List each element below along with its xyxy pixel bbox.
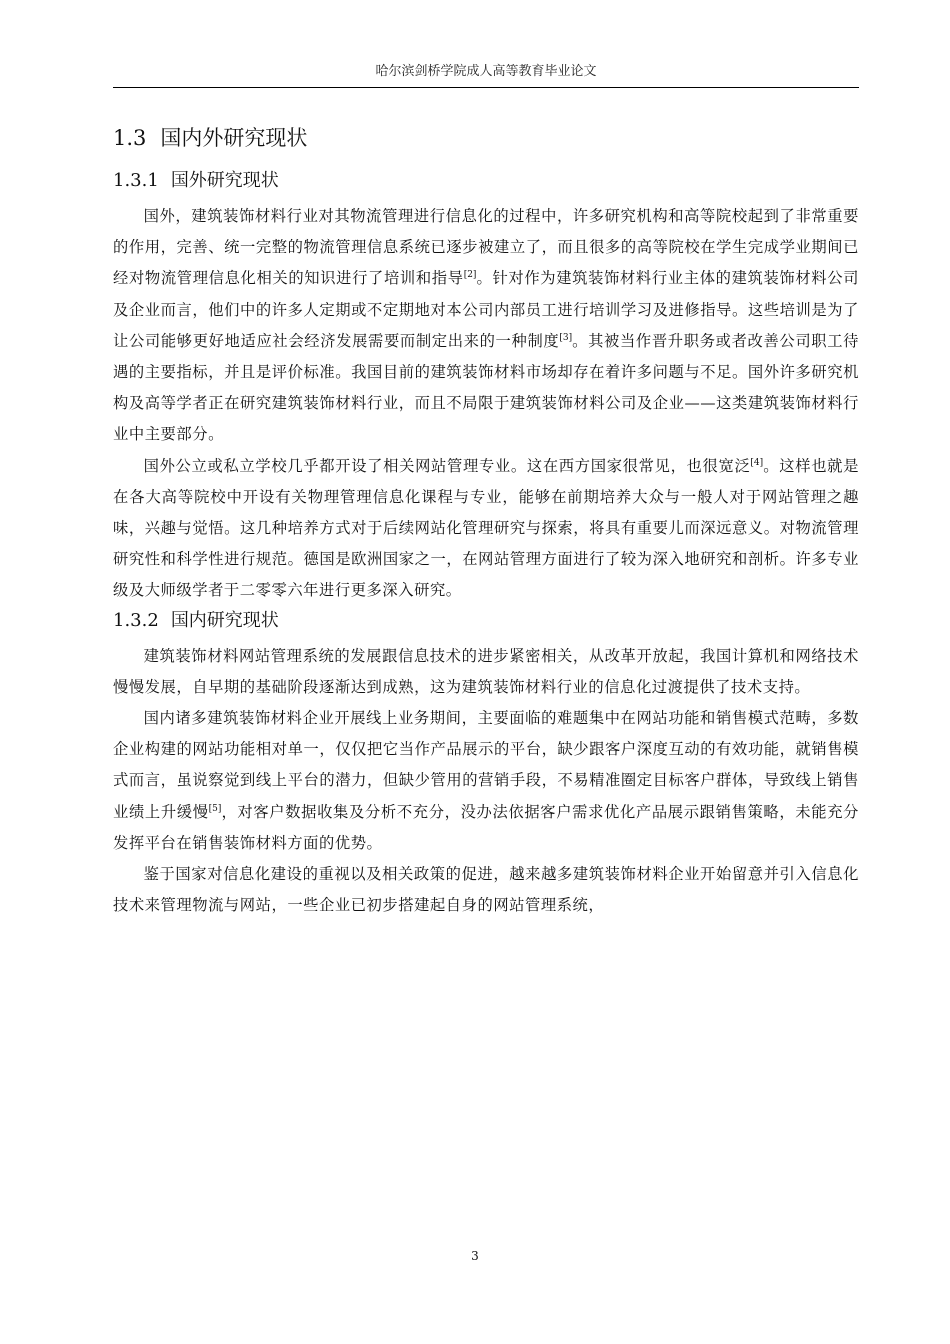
paragraph-text: 。其被当作晋升职务或者改善公司职工待遇的主要指标，并且是评价标准。我国目前的建筑装饰材料市场却存在着许多问题与不足。国外许多研究机构及高等学者正在研究建筑装饰材料行业，而且不局限于建筑装饰材料公司及企业——这类建筑装饰材料行业中主要部分。 bbox=[113, 331, 859, 444]
paragraph-text: ，对客户数据收集及分析不充分，没办法依据客户需求优化产品展示跟销售策略，未能充分发挥平台在销售装饰材料方面的优势。 bbox=[113, 802, 859, 852]
paragraph-domestic-2 bbox=[113, 703, 859, 859]
subsection-number: 1.3.2 bbox=[113, 609, 159, 631]
citation-ref: [3] bbox=[559, 332, 573, 343]
running-header: 哈尔滨剑桥学院成人高等教育毕业论文 bbox=[375, 64, 597, 79]
paragraph-text: 。这样也就是在各大高等院校中开设有关物理管理信息化课程与专业，能够在前期培养大众与一般人对于网站管理之趣味，兴趣与觉悟。这几种培养方式对于后续网站化管理研究与探索，将具有重要儿而深远意义。对物流管理研究性和科学性进行规范。德国是欧洲国家之一，在网站管理方面进行了较为深入地研究和剖析。许多专业级及大师级学者于二零零六年进行更多深入研究。 bbox=[113, 456, 859, 600]
section-title: 国内外研究现状 bbox=[160, 126, 308, 150]
subsection-heading-domestic bbox=[113, 607, 859, 635]
paragraph-domestic-1: 建筑装饰材料网站管理系统的发展跟信息技术的进步紧密相关，从改革开放起，我国计算机和网络技术慢慢发展，自早期的基础阶段逐渐达到成熟，这为建筑装饰材料行业的信息化过渡提供了技术支持。 bbox=[113, 646, 859, 696]
header-rule bbox=[113, 87, 859, 88]
citation-ref: [4] bbox=[750, 457, 764, 468]
citation-ref: [5] bbox=[208, 803, 222, 814]
subsection-number: 1.3.1 bbox=[113, 170, 159, 191]
paragraph-text: 国外，建筑装饰材料行业对其物流管理进行信息化的过程中，许多研究机构和高等院校起到了非常重要的作用，完善、统一完整的物流管理信息系统已逐步被建立了，而且很多的高等院校在学生完成学业期间已经对物流管理信息化相关的知识进行了培训和指导 bbox=[113, 207, 859, 288]
paragraph-foreign-1 bbox=[113, 201, 859, 451]
paragraph-domestic-3: 鉴于国家对信息化建设的重视以及相关政策的促进，越来越多建筑装饰材料企业开始留意并引入信息化技术来管理物流与网站，一些企业已初步搭建起自身的网站管理系统， bbox=[113, 865, 859, 915]
section-heading bbox=[113, 122, 859, 154]
subsection-title: 国内研究现状 bbox=[170, 609, 279, 631]
section-number: 1.3 bbox=[113, 126, 147, 150]
subsection-title: 国外研究现状 bbox=[170, 170, 279, 191]
paragraph-foreign-2 bbox=[113, 451, 859, 607]
page-number: 3 bbox=[471, 1249, 479, 1263]
subsection-heading-foreign bbox=[113, 167, 859, 195]
paragraph-text: 。针对作为建筑装饰材料行业主体的建筑装饰材料公司及企业而言，他们中的许多人定期或不定期地对本公司内部员工进行培训学习及进修指导。这些培训是为了让公司能够更好地适应社会经济发展需要而制定出来的一种制度 bbox=[113, 269, 859, 350]
paragraph-text: 国外公立或私立学校几乎都开设了相关网站管理专业。这在西方国家很常见，也很宽泛 bbox=[143, 456, 751, 475]
citation-ref: [2] bbox=[463, 270, 477, 281]
document-body bbox=[113, 122, 859, 921]
paragraph-text: 国内诸多建筑装饰材料企业开展线上业务期间，主要面临的难题集中在网站功能和销售模式范畴，多数企业构建的网站功能相对单一，仅仅把它当作产品展示的平台，缺少跟客户深度互动的有效功能，就销售模式而言，虽说察觉到线上平台的潜力，但缺少管用的营销手段，不易精准圈定目标客户群体，导致线上销售业绩上升缓慢 bbox=[113, 709, 859, 821]
